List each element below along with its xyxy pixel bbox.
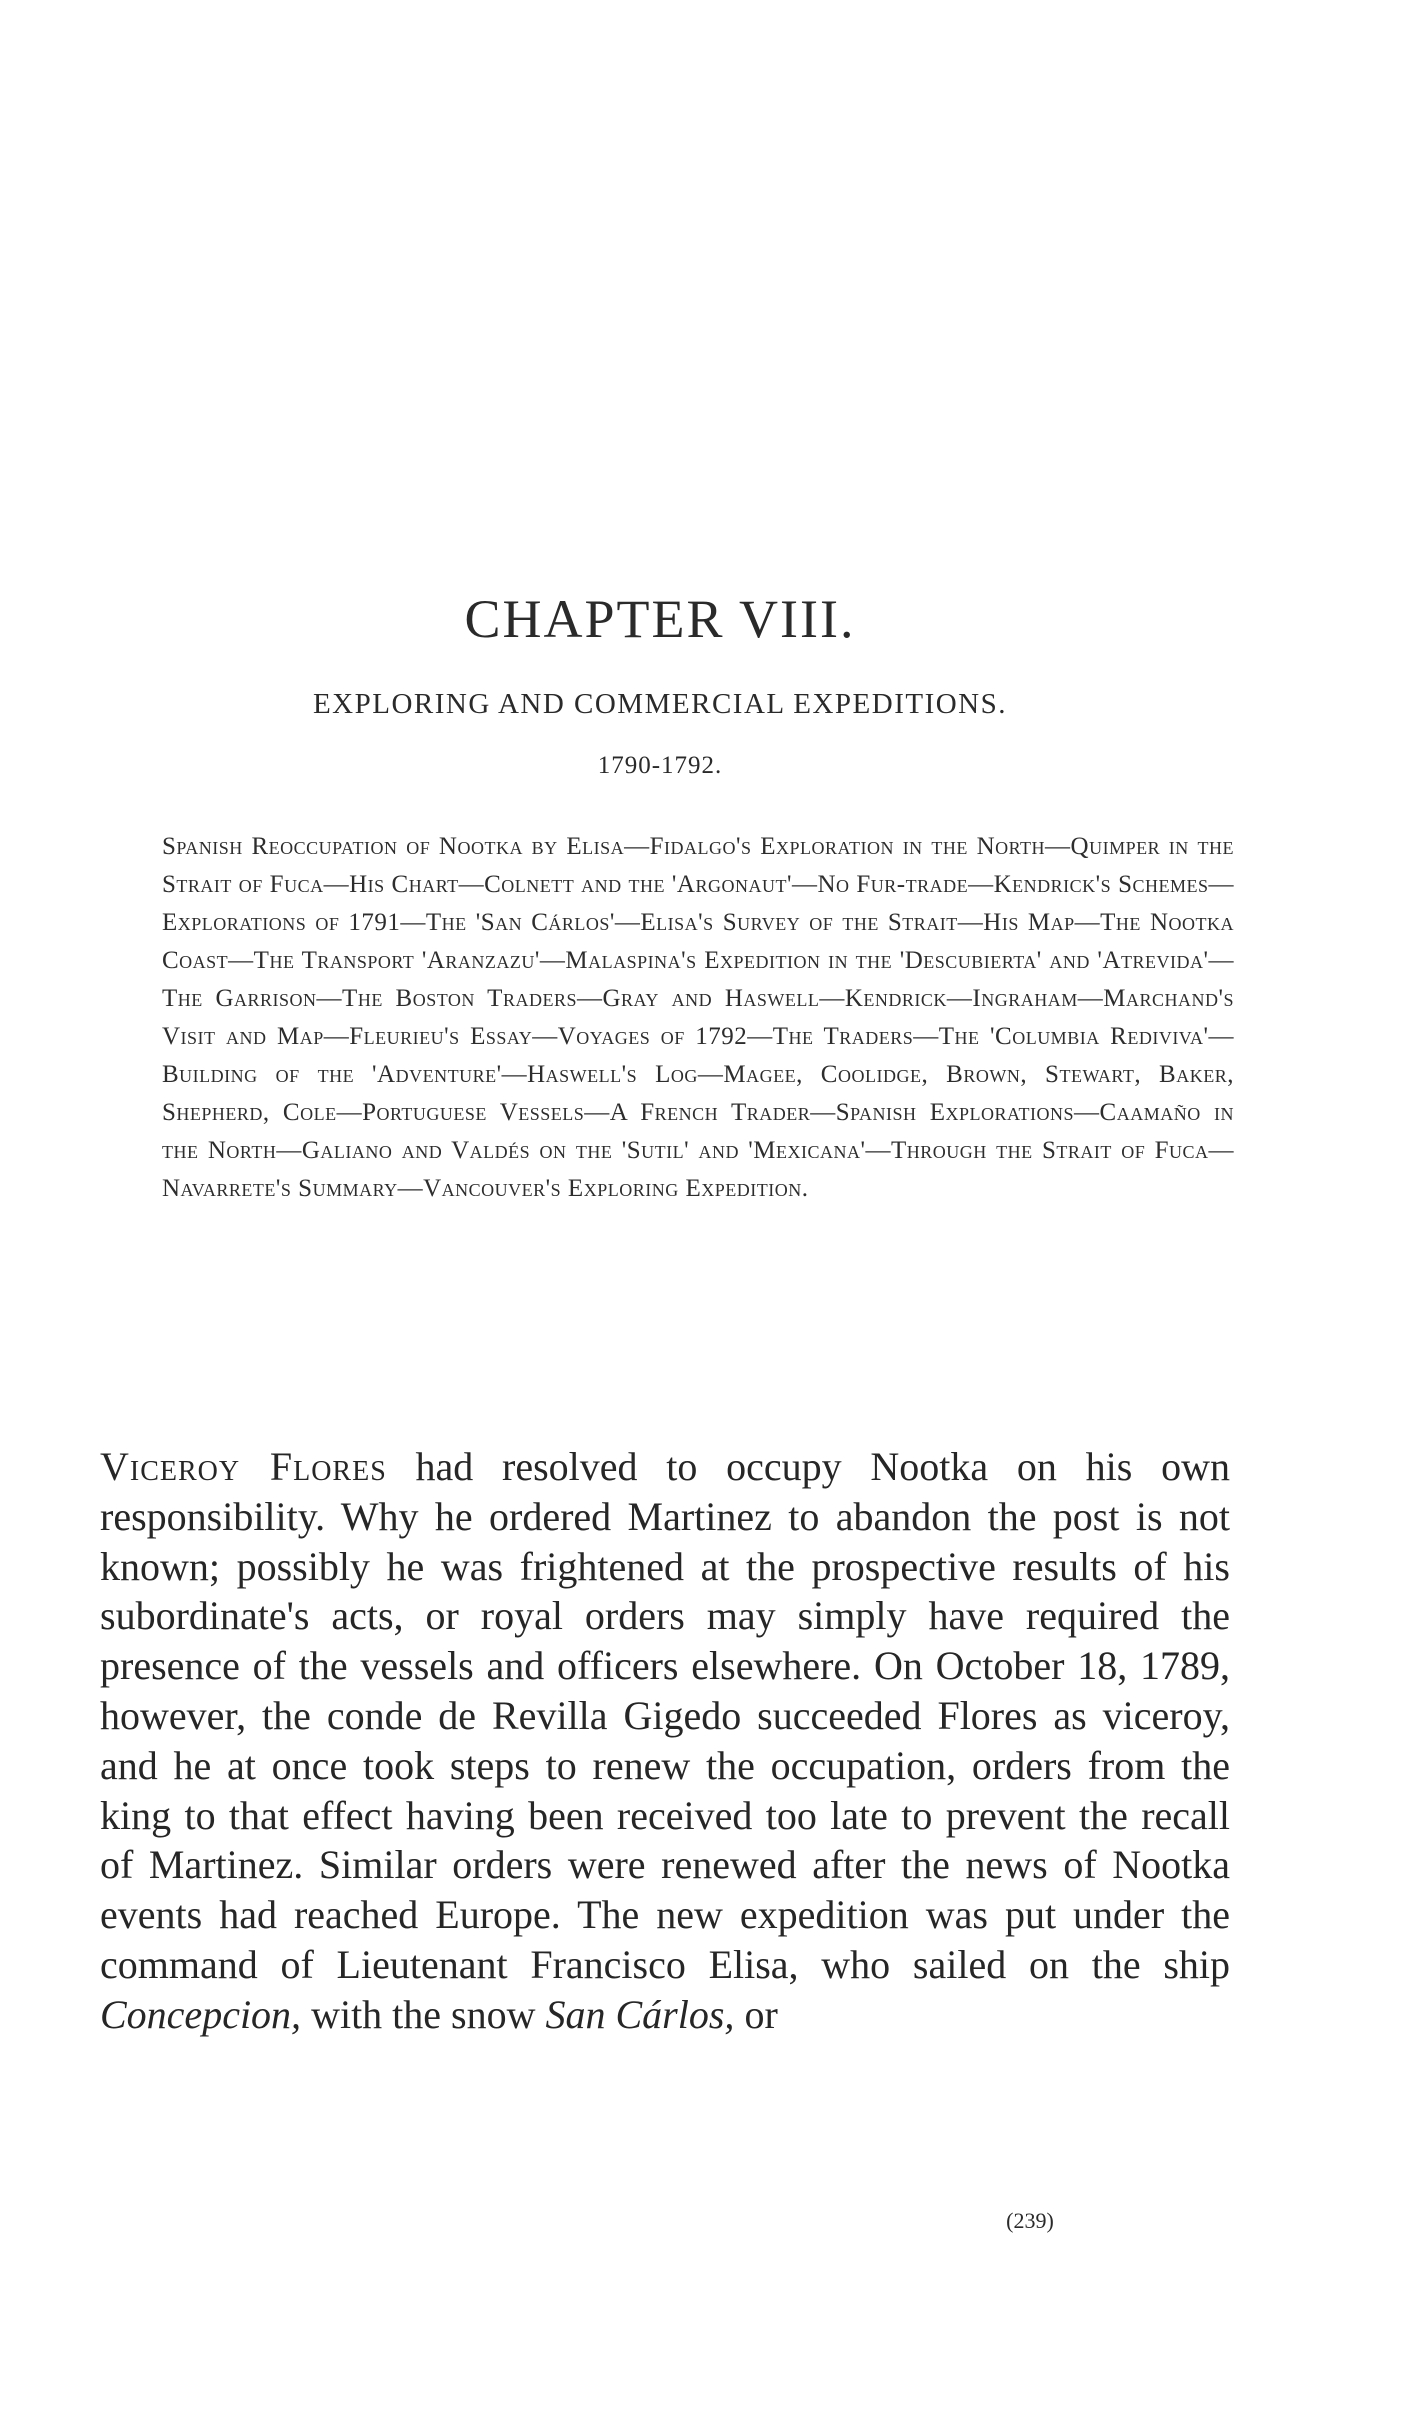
chapter-summary-text: Spanish Reoccupation of Nootka by Elisa—Fidalgo's Exploration in the North—Quimper in the Strait of Fuca—His Chart—Colnett and the 'Argonaut'—No Fur-trade—Kendrick's Schemes—Explorations of 1791—The 'San Cárlos'—Elisa's Survey of the Strait—His Map—The Nootka Coast—The Transport 'Aranzazu'—Malaspina's Expedition in the 'Descubierta' and 'Atrevida'—The Garrison—The Boston Traders—Gray and Haswell—Kendrick—Ingraham—Marchand's Visit and Map—Fleurieu's Essay—Voyages of 1792—The Traders—The 'Columbia Rediviva'—Building of the 'Adventure'—Haswell's Log—Magee, Coolidge, Brown, Stewart, Baker, Shepherd, Cole—Portuguese Vessels—A French Trader—Spanish Explorations—Caamaño in the North—Galiano and Valdés on the 'Sutil' and 'Mexicana'—Through the Strait of Fuca—Navarrete's Summary—Vancouver's Exploring Expedition. <box>162 833 1234 1202</box>
ship-name-san-carlos: San Cárlos, <box>545 1991 735 2037</box>
chapter-subtitle: EXPLORING AND COMMERCIAL EXPEDITIONS. <box>312 688 1008 720</box>
body-text-2: with the snow <box>301 1991 546 2037</box>
body-paragraph <box>100 1442 1230 2040</box>
chapter-title: CHAPTER VIII. <box>464 589 856 649</box>
ship-name-concepcion: Concepcion, <box>100 1991 302 2037</box>
body-text-1: had resolved to occupy Nootka on his own responsibility. Why he ordered Martinez to abandon the post is not known; possibly he was frightened at the prospective results of his subordinate's acts, or royal orders may simply have required the presence of the vessels and officers elsewhere. On October 18, 1789, however, the conde de Revilla Gigedo succeeded Flores as viceroy, and he at once took steps to renew the occupation, orders from the king to that effect having been received too late to prevent the recall of Martinez. Similar orders were renewed after the news of Nootka events had reached Europe. The new expedition was put under the command of Lieutenant Francisco Elisa, who sailed on the ship <box>100 1444 1230 1987</box>
chapter-years: 1790-1792. <box>597 752 723 779</box>
chapter-summary <box>160 828 1234 1208</box>
lead-words: Viceroy Flores <box>100 1444 387 1489</box>
body-text-3: or <box>734 1991 778 2037</box>
page-number: (239) <box>1006 2208 1054 2233</box>
